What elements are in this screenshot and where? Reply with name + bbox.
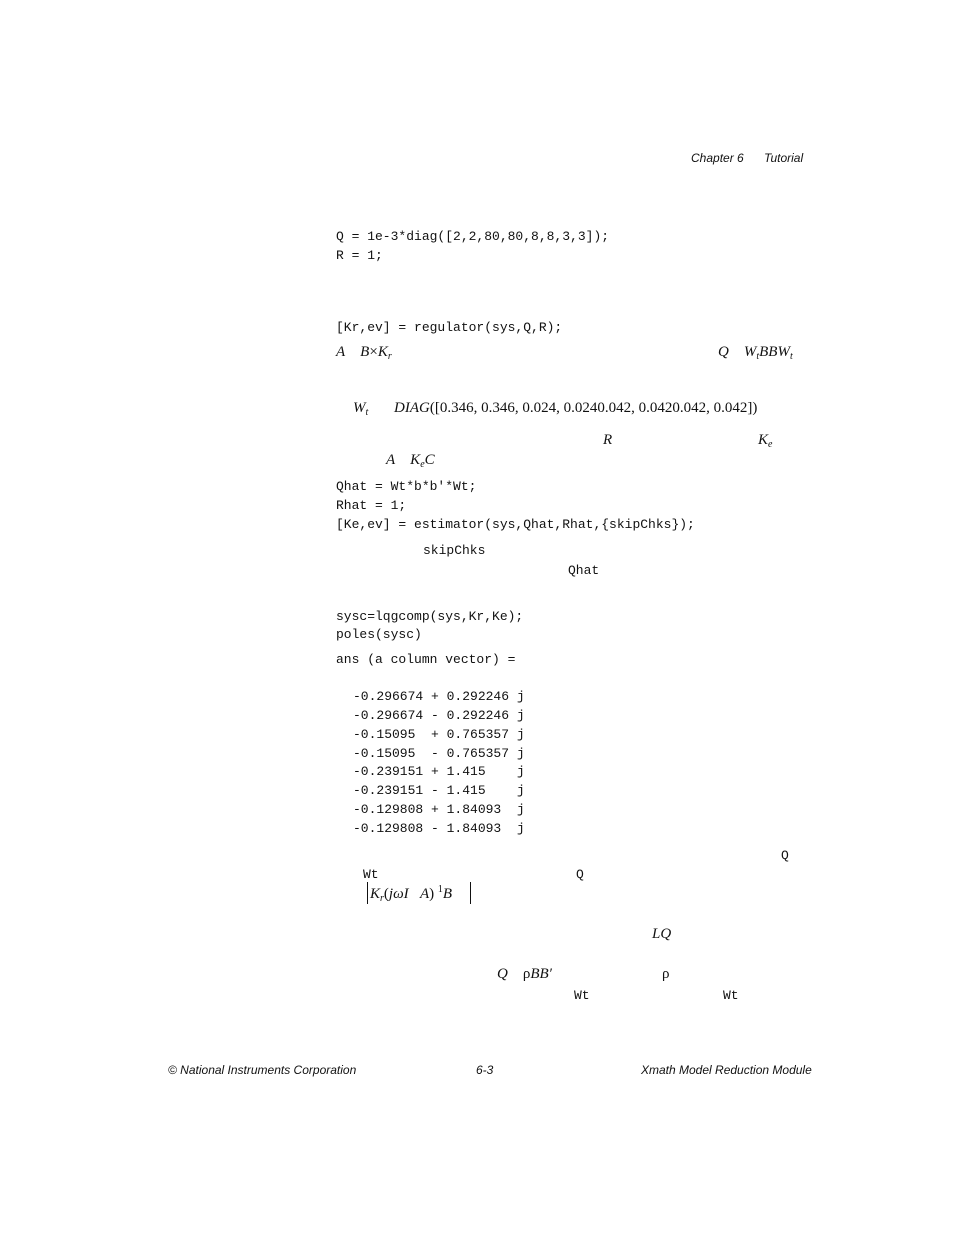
symbol: BB — [759, 344, 778, 360]
subscript: r — [387, 351, 392, 362]
output-row: -0.15095 - 0.765357 j — [353, 746, 525, 761]
code-line: Qhat = Wt*b*b'*Wt; — [336, 479, 477, 494]
symbol: W — [353, 400, 366, 416]
symbol: jωI — [388, 886, 409, 902]
symbol-rho: ρ — [662, 966, 670, 982]
code-line: [Ke,ev] = estimator(sys,Qhat,Rhat,{skipChks}); — [336, 517, 695, 532]
subscript: e — [768, 439, 773, 450]
output-label: ans (a column vector) = — [336, 652, 516, 667]
symbol-ke — [758, 432, 772, 450]
subscript: r — [380, 893, 384, 904]
symbol: Q — [497, 966, 508, 982]
symbol: K — [370, 886, 381, 902]
subscript: e — [420, 459, 425, 470]
code-line: Q = 1e-3*diag([2,2,80,80,8,8,3,3]); — [336, 229, 610, 244]
code-line: poles(sysc) — [336, 627, 422, 642]
symbol: B — [360, 344, 370, 360]
superscript: 1 — [437, 884, 443, 895]
symbol: ρ — [522, 966, 531, 982]
inline-code-wt: Wt — [363, 867, 379, 882]
subscript: t — [756, 351, 760, 362]
output-row: -0.296674 + 0.292246 j — [353, 689, 525, 704]
equation-wt — [353, 400, 368, 418]
symbol: B — [442, 886, 453, 902]
norm-bar-left — [367, 882, 368, 904]
inline-code-q: Q — [576, 867, 584, 882]
symbol-lq: LQ — [652, 926, 672, 942]
code-line: sysc=lqgcomp(sys,Kr,Ke); — [336, 609, 524, 624]
equation-q-wtbbwt — [718, 344, 793, 362]
output-row: -0.239151 + 1.415 j — [353, 764, 525, 779]
code-line: [Kr,ev] = regulator(sys,Q,R); — [336, 320, 563, 335]
output-row: -0.129808 + 1.84093 j — [353, 802, 525, 817]
symbol: A — [419, 886, 430, 902]
output-row: -0.129808 - 1.84093 j — [353, 821, 525, 836]
symbol: Q — [718, 344, 729, 360]
symbol: ) — [429, 886, 435, 902]
symbol: A — [336, 344, 346, 360]
subscript: t — [789, 351, 793, 362]
symbol: K — [377, 344, 388, 360]
symbol: ( — [383, 886, 389, 902]
symbol: BB′ — [530, 966, 552, 982]
equation-norm — [370, 884, 452, 904]
inline-code-wt: Wt — [723, 988, 739, 1003]
footer-copyright: © National Instruments Corporation — [168, 1063, 357, 1077]
footer-page-number: 6-3 — [476, 1063, 494, 1077]
output-row: -0.15095 + 0.765357 j — [353, 727, 525, 742]
output-row: -0.296674 - 0.292246 j — [353, 708, 525, 723]
section-label: Tutorial — [764, 151, 804, 165]
symbol: W — [777, 344, 790, 360]
output-row: -0.239151 - 1.415 j — [353, 783, 525, 798]
operator: × — [369, 344, 378, 360]
equation-a-kec — [386, 452, 435, 470]
chapter-label: Chapter 6 — [691, 151, 744, 165]
norm-bar-right — [470, 882, 471, 904]
equation-diag — [394, 400, 757, 417]
inline-code-qhat: Qhat — [568, 563, 600, 578]
subscript: t — [365, 407, 369, 418]
code-line: Rhat = 1; — [336, 498, 407, 513]
symbol: A — [386, 452, 396, 468]
footer-title: Xmath Model Reduction Module — [641, 1063, 812, 1077]
symbol: K — [410, 452, 421, 468]
symbol: C — [424, 452, 435, 468]
equation-q-rho-bb — [497, 966, 552, 983]
inline-code-q: Q — [781, 848, 789, 863]
symbol: K — [758, 432, 769, 448]
code-line: R = 1; — [336, 248, 383, 263]
symbol: W — [743, 344, 757, 360]
symbol: DIAG — [394, 400, 430, 416]
symbol-r: R — [603, 432, 613, 448]
diag-values: ([0.346, 0.346, 0.024, 0.0240.042, 0.0420.042, 0.042]) — [429, 400, 758, 416]
equation-a-bkr — [336, 344, 392, 362]
inline-code-skipchks: skipChks — [423, 543, 486, 558]
inline-code-wt: Wt — [574, 988, 590, 1003]
